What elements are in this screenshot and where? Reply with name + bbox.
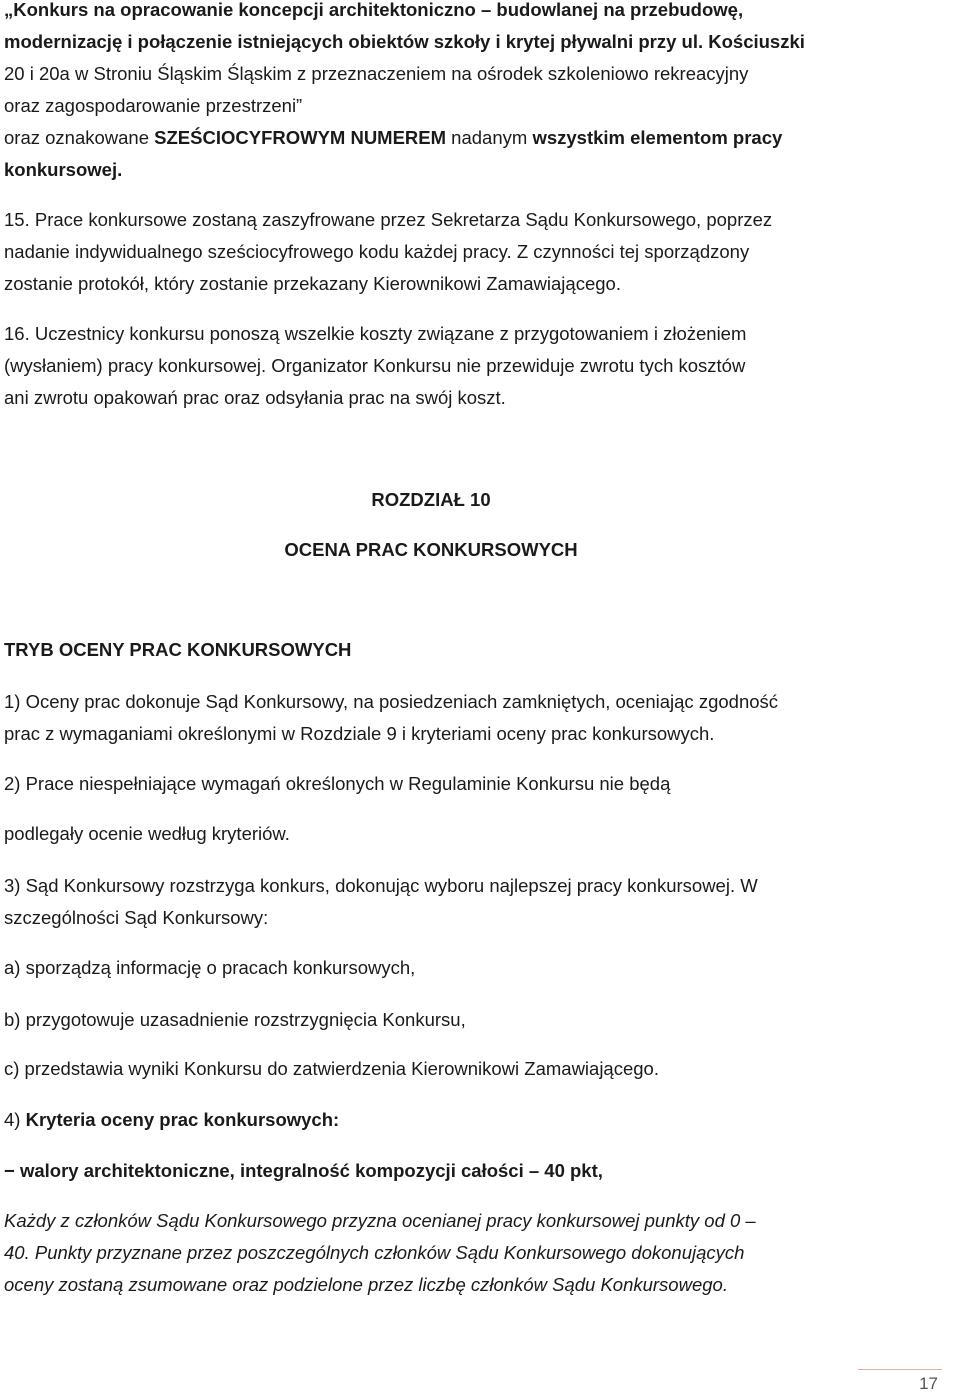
page-number: 17 [919,1374,938,1393]
intro-text: nadanym [446,127,533,148]
item-line: prac z wymaganiami określonymi w Rozdziale 9 i kryteriami oceny prac konkursowych. [4,723,715,744]
sub-item-a: a) sporządzą informację o pracach konkursowych, [4,957,416,978]
item-line: 2) Prace niespełniające wymagań określonych w Regulaminie Konkursu nie będą [4,773,671,794]
sub-item-c: c) przedstawia wyniki Konkursu do zatwierdzenia Kierownikowi Zamawiającego. [4,1058,659,1079]
item-line: 1) Oceny prac dokonuje Sąd Konkursowy, na posiedzeniach zamkniętych, oceniając zgodność [4,691,779,712]
item-line: podlegały ocenie według kryteriów. [4,823,290,844]
intro-line: modernizację i połączenie istniejących obiektów szkoły i krytej pływalni przy ul. Kościuszki [4,31,805,52]
intro-line: oraz zagospodarowanie przestrzeni” [4,95,303,116]
chapter-number: ROZDZIAŁ 10 [371,489,491,510]
intro-line: 20 i 20a w Stroniu Śląskim Śląskim z przeznaczeniem na ośrodek szkoleniowo rekreacyjny [4,63,749,84]
note-line: oceny zostaną zsumowane oraz podzielone przez liczbę członków Sądu Konkursowego. [4,1274,728,1295]
paragraph-line: 15. Prace konkursowe zostaną zaszyfrowane przez Sekretarza Sądu Konkursowego, poprzez [4,209,773,230]
intro-emphasis: wszystkim elementom pracy [532,127,783,148]
item-4 [4,1108,904,1132]
criteria-heading: Kryteria oceny prac konkursowych: [25,1109,340,1130]
intro-line: „Konkurs na opracowanie koncepcji architektoniczno – budowlanej na przebudowę, [4,0,744,20]
item-line: 3) Sąd Konkursowy rozstrzyga konkurs, dokonując wyboru najlepszej pracy konkursowej. W [4,875,758,896]
paragraph-line: ani zwrotu opakowań prac oraz odsyłania prac na swój koszt. [4,387,506,408]
paragraph-line: (wysłaniem) pracy konkursowej. Organizator Konkursu nie przewiduje zwrotu tych kosztów [4,355,746,376]
intro-text: oraz oznakowane [4,127,155,148]
intro-line: konkursowej. [4,159,123,180]
item-line: szczególności Sąd Konkursowy: [4,907,269,928]
intro-line [4,126,904,150]
item-prefix: 4) [4,1109,26,1130]
chapter-title: OCENA PRAC KONKURSOWYCH [284,539,578,560]
intro-emphasis: SZEŚCIOCYFROWYM NUMEREM [154,127,447,148]
paragraph-line: zostanie protokół, który zostanie przekazany Kierownikowi Zamawiającego. [4,273,621,294]
note-line: Każdy z członków Sądu Konkursowego przyzna ocenianej pracy konkursowej punkty od 0 – [4,1210,756,1231]
criterion-item: − walory architektoniczne, integralność kompozycji całości – 40 pkt, [4,1160,603,1181]
sub-item-b: b) przygotowuje uzasadnienie rozstrzygnięcia Konkursu, [4,1009,466,1030]
section-heading: TRYB OCENY PRAC KONKURSOWYCH [4,639,352,660]
footer-rule [858,1369,942,1370]
paragraph-line: 16. Uczestnicy konkursu ponoszą wszelkie koszty związane z przygotowaniem i złożeniem [4,323,747,344]
paragraph-line: nadanie indywidualnego sześciocyfrowego kodu każdej pracy. Z czynności tej sporządzony [4,241,750,262]
note-line: 40. Punkty przyznane przez poszczególnych członków Sądu Konkursowego dokonujących [4,1242,745,1263]
